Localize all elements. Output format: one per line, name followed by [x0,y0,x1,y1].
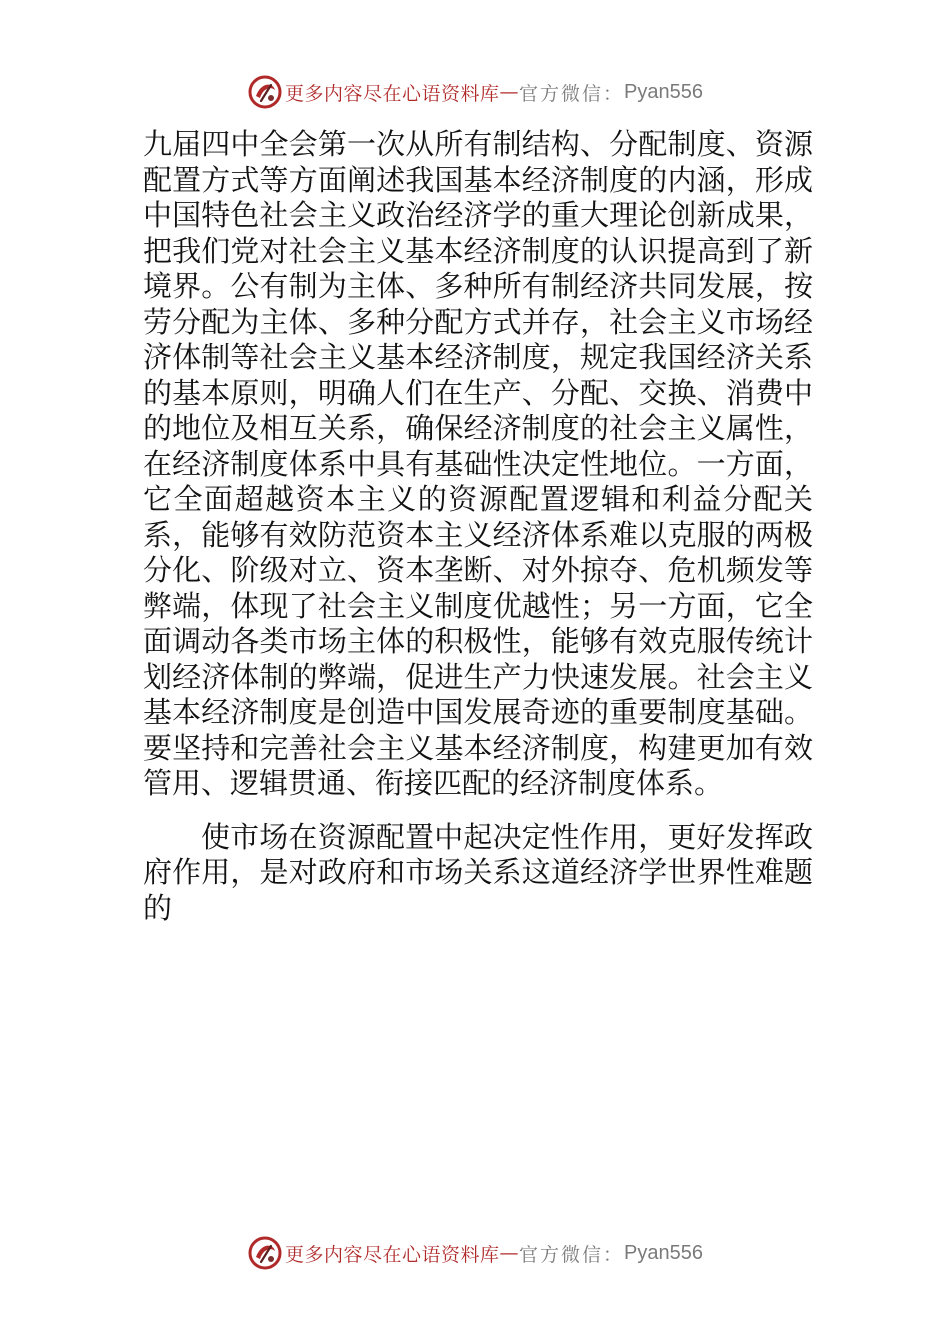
document-body [143,127,813,926]
watermark-wechat-id: Pyan556 [624,80,703,103]
watermark-label: 官方微信： [519,1243,625,1266]
watermark-text: 更多内容尽在心语资料库 [285,1243,500,1266]
page-header-watermark [0,72,950,112]
watermark-wechat-id: Pyan556 [624,1241,703,1264]
paragraph: 九届四中全会第一次从所有制结构、分配制度、资源配置方式等方面阐述我国基本经济制度的内涵，形成中国特色社会主义政治经济学的重大理论创新成果，把我们党对社会主义基本经济制度的认识提高到了新境界。公有制为主体、多种所有制经济共同发展，按劳分配为主体、多种分配方式并存，社会主义市场经济体制等社会主义基本经济制度，规定我国经济关系的基本原则，明确人们在生产、分配、交换、消费中的地位及相互关系，确保经济制度的社会主义属性，在经济制度体系中具有基础性决定性地位。一方面，它全面超越资本主义的资源配置逻辑和利益分配关系，能够有效防范资本主义经济体系难以克服的两极分化、阶级对立、资本垄断、对外掠夺、危机频发等弊端，体现了社会主义制度优越性；另一方面，它全面调动各类市场主体的积极性，能够有效克服传统计划经济体制的弊端，促进生产力快速发展。社会主义基本经济制度是创造中国发展奇迹的重要制度基础。要坚持和完善社会主义基本经济制度，构建更加有效管用、逻辑贯通、衔接匹配的经济制度体系。 [143,127,813,800]
logo-icon [247,1235,283,1271]
watermark-text: 更多内容尽在心语资料库 [285,82,500,105]
watermark-separator: — [499,1242,520,1264]
page-footer-watermark [0,1233,950,1273]
paragraph: 使市场在资源配置中起决定性作用，更好发挥政府作用，是对政府和市场关系这道经济学世界性难题的 [143,819,813,925]
watermark-separator: — [499,81,520,103]
watermark-label: 官方微信： [519,82,625,105]
logo-icon [247,74,283,110]
